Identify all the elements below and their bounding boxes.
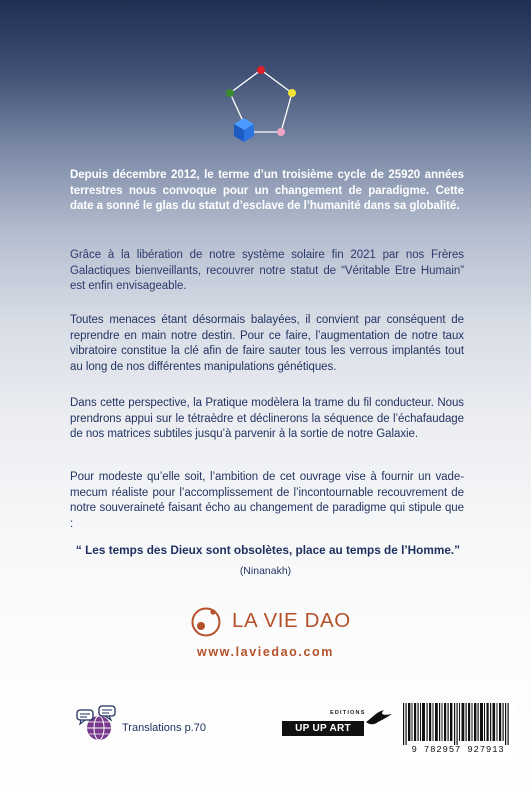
publisher-website: www.laviedao.com [197,645,334,659]
intro-paragraph: Depuis décembre 2012, le terme d’un troisième cycle de 25920 années terrestres nous convoque pour un changement de paradigme. Cette date a sonné le glas du statut d’esclave de l’humanité dans sa globalité. [70,169,464,213]
bird-icon [364,708,394,730]
chat-bubbles-globe-icon [75,704,119,744]
pentagon-chakra-icon [218,62,308,144]
body-paragraph: Grâce à la libération de notre système solaire fin 2021 par nos Frères Galactiques bienveillants, recouvrer notre statut de “Véritable Etre Humain” est enfin envisageable. [70,249,464,293]
body-paragraph: Pour modeste qu’elle soit, l’ambition de cet ouvrage vise à fournir un vade-mecum réaliste pour l’accomplissement de l’incontournable recouvrement de notre souveraineté faisant écho au changement de paradigme qui stipule que : [70,471,464,530]
isbn-number: 9 782957 927913 [411,745,505,755]
body-paragraph: Toutes menaces étant désormais balayées, il convient par conséquent de reprendre en main notre destin. Pour ce faire, l’augmentation de notre taux vibratoire constitue la clé afin de faire sauter tous les verrous implantés tout au long de nos différentes manipulations génétiques. [70,314,464,373]
editions-name: UP UP ART [282,721,364,736]
barcode-bars [399,703,517,745]
quote: “ Les temps des Dieux sont obsolètes, place au temps de l’Homme.” [75,543,461,557]
quote-author: (Ninanakh) [239,565,292,577]
body-paragraph: Dans cette perspective, la Pratique modèlera la trame du fil conducteur. Nous prendrons appui sur le tétraèdre et déclinerons la séquence de l’échafaudage de nos matrices subtiles jusqu’à parvenir à la sortie de notre Galaxie. [70,397,464,441]
editions-label: EDITIONS [330,710,366,716]
publisher-name: LA VIE DAO [232,609,351,632]
translations-label: Translations p.70 [122,722,206,734]
